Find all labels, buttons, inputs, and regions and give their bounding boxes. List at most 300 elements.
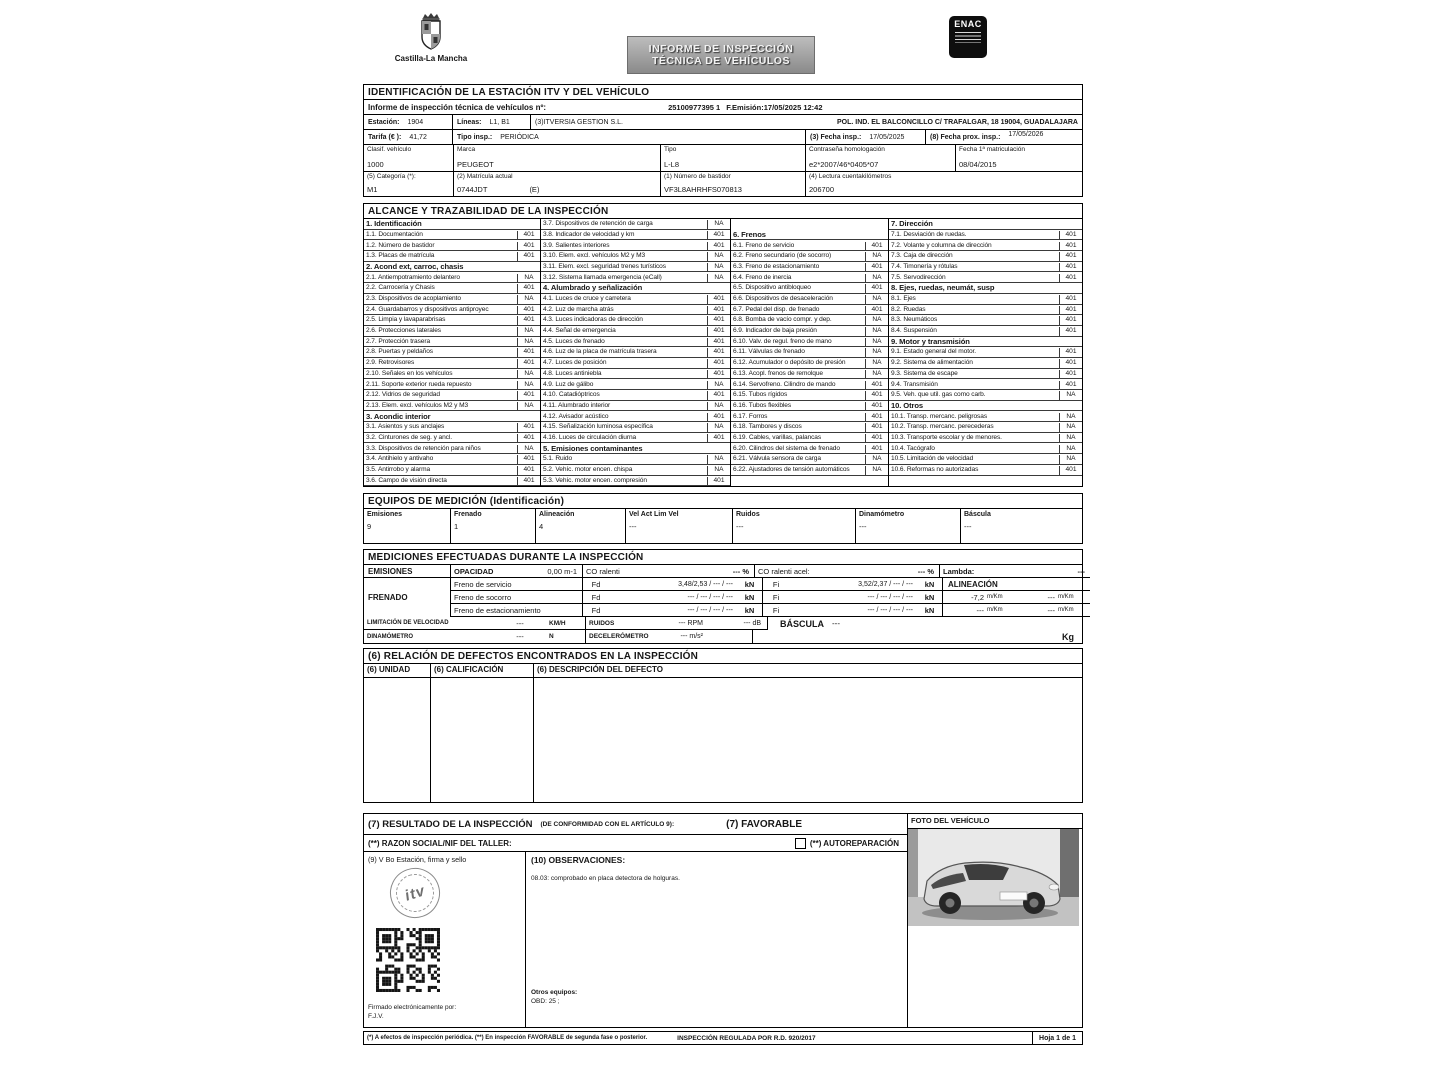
mediciones-fi_label: Fi (772, 579, 780, 589)
inspection-section-header (889, 337, 1082, 348)
static-element (428, 989, 431, 992)
inspection-item-code: NA (865, 348, 888, 358)
static-element (413, 943, 416, 946)
document-sheet (363, 8, 1083, 1045)
inspection-item-code: 401 (865, 413, 888, 423)
static-element (376, 968, 379, 971)
other-equipment-value: OBD: 25 ; (531, 998, 560, 1006)
inspection-item-code: NA (865, 359, 888, 369)
static-element (400, 953, 403, 956)
dynamometer-value: --- (516, 632, 524, 642)
first-registration-value: 08/04/2015 (959, 160, 997, 169)
mediciones-bascula_label: BÁSCULA (780, 618, 824, 629)
inspection-item-code: 401 (517, 391, 540, 401)
static-element (379, 946, 382, 949)
inspection-item-code: 401 (517, 434, 540, 444)
defectos-section (363, 648, 1083, 803)
inspection-item (364, 379, 540, 390)
mediciones-limitacion_label: LIMITACIÓN DE VELOCIDAD (367, 620, 449, 627)
inspection-item (541, 465, 730, 476)
inspection-item (731, 283, 888, 294)
inspection-item (731, 305, 888, 316)
mediciones-title: MEDICIONES EFECTUADAS DURANTE LA INSPECCIÓN (364, 550, 1082, 565)
inspection-item (364, 465, 540, 476)
vehicle-photo-image (908, 829, 1079, 926)
enac-logo (949, 16, 987, 58)
inspection-item-code: 401 (707, 434, 730, 444)
page-indicator: Hoja 1 de 1 (1032, 1032, 1082, 1044)
inspection-item-label: 5.3. Vehíc. motor encen. compresión (541, 477, 707, 487)
inspection-item-label: 8.2. Ruedas (889, 306, 1059, 316)
resultado-firmado_label: Firmado electrónicamente por: (368, 1004, 457, 1012)
static-element (406, 968, 409, 971)
secondary-brake-fd: --- / --- / --- / --- (687, 593, 733, 601)
inspection-item (364, 358, 540, 369)
static-element (434, 965, 437, 968)
static-element (434, 986, 437, 989)
inspection-item (731, 337, 888, 348)
static-element (419, 959, 422, 962)
mediciones-kn_label: kN (737, 604, 763, 616)
inspection-item-label: 4. Alumbrado y señalización (541, 284, 707, 294)
inspection-item-code: 401 (1059, 316, 1082, 326)
static-element (382, 928, 385, 931)
static-element (394, 983, 397, 986)
inspection-item-label: 10.5. Limitación de velocidad (889, 455, 1059, 465)
static-element (422, 974, 425, 977)
static-element (419, 968, 422, 971)
inspection-item-label: 4.2. Luz de marcha atrás (541, 306, 707, 316)
inspection-item (541, 401, 730, 412)
document-footer (363, 1031, 1083, 1045)
inspection-item-label: 10.3. Transporte escolar y de menores. (889, 434, 1059, 444)
inspection-item (541, 272, 730, 283)
mediciones-alineacion-rows-1-u2: m/Km (1058, 607, 1074, 614)
mediciones-freno_rows-0-label: Freno de servicio (451, 578, 583, 590)
emissions-row-label: EMISIONES (364, 565, 450, 578)
noise-rpm-value: --- RPM (678, 619, 703, 627)
qr-code (376, 928, 440, 992)
static-element (406, 989, 409, 992)
inspection-item (731, 219, 888, 230)
station-cell (364, 115, 453, 129)
inspection-item (364, 326, 540, 337)
static-element (376, 974, 379, 977)
identificacion-clasif_label: Clasif. vehículo (367, 146, 412, 153)
inspection-item-code: 401 (1059, 327, 1082, 337)
static-element (422, 928, 425, 931)
static-element (376, 959, 379, 962)
inspection-item (731, 326, 888, 337)
static-element (388, 953, 391, 956)
mediciones-section (363, 549, 1083, 644)
castilla-la-mancha-crest-icon (417, 12, 445, 52)
static-element (394, 953, 397, 956)
inspection-item-code: 401 (1059, 252, 1082, 262)
static-element (413, 928, 416, 931)
inspection-item-label: 4.5. Luces de frenado (541, 338, 707, 348)
static-element (428, 946, 431, 949)
static-element (379, 953, 382, 956)
tariff-row (364, 130, 1082, 145)
inspection-item (541, 251, 730, 262)
inspection-item (364, 337, 540, 348)
static-element (416, 953, 419, 956)
first-registration-cell (956, 145, 1082, 171)
inspection-item-code: 401 (707, 359, 730, 369)
inspection-item-code: NA (865, 274, 888, 284)
inspection-item-code: NA (865, 466, 888, 476)
lambda-value: --- (1077, 566, 1085, 576)
resultado-otros_label: Otros equipos: (531, 989, 578, 997)
static-element (400, 931, 403, 934)
inspection-item-label: 6.13. Acopl. frenos de remolque (731, 370, 865, 380)
identificacion-tarifa_label: Tarifa (€ ): (368, 133, 402, 141)
inspection-item (731, 347, 888, 358)
static-element (376, 934, 379, 937)
category-cell (364, 172, 454, 196)
static-element (394, 974, 397, 977)
inspection-item-code: 401 (865, 284, 888, 294)
alcance-column-2 (541, 219, 731, 486)
itv-stamp-ring (391, 869, 439, 917)
identificacion-fecha_prox_label: (8) Fecha prox. insp.: (930, 133, 1001, 141)
inspection-item (541, 358, 730, 369)
inspection-item-code: NA (865, 327, 888, 337)
defect-description-header: (6) DESCRIPCIÓN DEL DEFECTO (537, 665, 663, 675)
signature-observations-row (364, 852, 907, 1027)
equipo-label: Báscula (964, 511, 991, 519)
static-element (394, 977, 397, 980)
inspection-item (541, 411, 730, 422)
mediciones-ruidos_label: RUIDOS (589, 619, 615, 627)
static-element (388, 980, 391, 983)
autoreparacion-label: (**) AUTOREPARACIÓN (809, 838, 899, 848)
inspection-item-code: NA (517, 295, 540, 305)
inspection-item (889, 326, 1082, 337)
static-element (394, 971, 397, 974)
static-element (394, 959, 397, 962)
inspection-item-code: NA (865, 252, 888, 262)
static-element (413, 956, 416, 959)
static-element (413, 934, 416, 937)
identificacion-categoria_label: (5) Categoría (*): (367, 173, 416, 180)
mediciones-dinamometro_unit: N (549, 633, 554, 641)
static-element (376, 983, 379, 986)
service-brake-fd: 3,48/2,53 / --- / --- (678, 580, 733, 588)
inspection-item-code: NA (707, 402, 730, 412)
signature-title: (9) V Bo Estación, firma y sello (368, 855, 467, 865)
inspection-item (364, 272, 540, 283)
tariff-value: 41,72 (409, 133, 427, 141)
static-element (400, 934, 403, 937)
inspection-item-code: NA (1059, 455, 1082, 465)
static-element (434, 37, 438, 43)
footer-regulation: INSPECCIÓN REGULADA POR R.D. 920/2017 (677, 1034, 816, 1042)
inspection-item (541, 379, 730, 390)
static-element (1000, 892, 1027, 900)
static-element (428, 986, 431, 989)
alcance-section (363, 203, 1083, 487)
co-idle-value: --- % (732, 566, 749, 576)
static-element (437, 989, 440, 992)
static-element (434, 971, 437, 974)
decelerometer-value: --- m/s² (680, 633, 703, 641)
static-element (416, 931, 419, 934)
inspection-item-label: 9. Motor y transmisión (889, 338, 1059, 348)
inspection-section-header (889, 219, 1082, 230)
static-element (410, 934, 413, 937)
inspection-item-label: 3. Acondic interior (364, 413, 517, 423)
static-element (437, 943, 440, 946)
inspection-item-label: 6.6. Dispositivos de desaceleración (731, 295, 865, 305)
static-element (397, 968, 400, 971)
inspection-item-label: 4.12. Avisador acústico (541, 413, 707, 423)
inspection-item (541, 240, 730, 251)
resultado-section (363, 813, 1083, 1028)
inspection-item-label: 8. Ejes, ruedas, neumát, susp (889, 284, 1059, 294)
static-element (385, 950, 388, 953)
static-element (413, 986, 416, 989)
static-element (382, 940, 385, 943)
static-element (413, 950, 416, 953)
identificacion-section (363, 84, 1083, 197)
make-cell (454, 145, 661, 171)
static-element (397, 950, 400, 953)
observations-text: 08.03: comprobado en placa detectora de holguras. (531, 875, 680, 883)
equipo-value: --- (859, 522, 867, 532)
noise-db-value: --- dB (743, 619, 761, 627)
lines-cell (453, 115, 531, 129)
static-element (391, 950, 394, 953)
inspection-item (541, 305, 730, 316)
static-element (376, 989, 379, 992)
equipo-value: 9 (367, 522, 372, 532)
inspection-item-code: NA (707, 381, 730, 391)
alcance-columns (364, 219, 1082, 486)
static-element (388, 989, 391, 992)
inspection-date-cell (806, 130, 926, 144)
static-element (419, 940, 422, 943)
inspection-section-header (731, 230, 888, 241)
vehicle-photo-title: FOTO DEL VEHÍCULO (908, 814, 1082, 829)
inspection-item (364, 283, 540, 294)
inspection-item (889, 358, 1082, 369)
inspection-section-header (364, 219, 540, 230)
alcance-column-4 (889, 219, 1082, 486)
inspection-item-code: NA (517, 338, 540, 348)
static-element (428, 940, 431, 943)
inspection-item-label: 3.9. Salientes interiores (541, 242, 707, 252)
inspection-item-code: 401 (1059, 295, 1082, 305)
type-value: L-L8 (664, 160, 680, 169)
mediciones-freno_rows-2-label: Freno de estacionamiento (451, 604, 583, 616)
static-element (385, 928, 388, 931)
static-element (388, 971, 391, 974)
vin-value: VF3L8AHRHFS070813 (664, 185, 742, 194)
alignment-row-1 (943, 591, 1090, 603)
static-element (422, 953, 425, 956)
inspection-item-label: 3.11. Elem. excl. seguridad trenes turísticos (541, 263, 707, 273)
inspection-item-label: 4.10. Catadióptricos (541, 391, 707, 401)
static-element (428, 937, 431, 940)
defect-rating-column (431, 678, 534, 802)
speed-limiter-row (364, 617, 1082, 630)
next-inspection-value: 17/05/2026 (1008, 130, 1044, 138)
operator-name: (3)ITVERSIA GESTION S.L. (535, 118, 623, 126)
scale-cell (768, 617, 1082, 630)
static-element (419, 934, 422, 937)
mediciones-fi_label: Fi (772, 605, 780, 615)
vehicle-data-row-2 (364, 172, 1082, 196)
static-element (376, 971, 379, 974)
static-element (400, 937, 403, 940)
static-element (400, 959, 403, 962)
static-element (423, 13, 439, 18)
report-number-row (364, 100, 1082, 115)
static-element (376, 986, 379, 989)
static-element (410, 977, 413, 980)
inspection-item-label: 8.3. Neumáticos (889, 316, 1059, 326)
static-element (434, 928, 437, 931)
inspection-item-label: 9.5. Veh. que util. gas como carb. (889, 391, 1059, 401)
scale-unit-cell (753, 630, 1082, 643)
static-element (416, 974, 419, 977)
static-element (964, 864, 1009, 880)
static-element (388, 940, 391, 943)
inspection-item (731, 433, 888, 444)
static-element (385, 977, 388, 980)
inspection-item-label: 10.4. Tacógrafo (889, 445, 1059, 455)
inspection-item-label: 7.3. Caja de dirección (889, 252, 1059, 262)
inspection-item-code: 401 (865, 306, 888, 316)
equipo-label: Frenado (454, 511, 482, 519)
static-element (419, 989, 422, 992)
defect-unit-header: (6) UNIDAD (364, 664, 431, 677)
static-element (385, 965, 388, 968)
static-element (416, 959, 419, 962)
identificacion-fecha1mat_label: Fecha 1ª matriculación (959, 146, 1025, 153)
identificacion-lectura_label: (4) Lectura cuentakilómetros (809, 173, 892, 180)
inspection-item-code: 401 (707, 348, 730, 358)
inspection-item (731, 251, 888, 262)
static-element (385, 968, 388, 971)
inspection-item (541, 315, 730, 326)
inspection-item-code: 401 (707, 413, 730, 423)
inspection-item-label: 6.22. Ajustadores de tensión automáticos (731, 466, 865, 476)
inspection-item-label: 6.2. Freno secundario (de socorro) (731, 252, 865, 262)
inspection-item-code: NA (1059, 413, 1082, 423)
identificacion-contrasena_label: Contraseña homologación (809, 146, 885, 153)
static-element (410, 953, 413, 956)
resultado-value: (7) FAVORABLE (726, 818, 803, 830)
mediciones-alineacion-rows-0-v2: --- (1047, 592, 1055, 602)
static-element (431, 928, 434, 931)
vehicle-class-cell (364, 145, 454, 171)
equipo-value: --- (629, 522, 637, 532)
resultado-row (364, 814, 907, 835)
inspection-item (889, 369, 1082, 380)
inspection-item-code: 401 (865, 445, 888, 455)
inspection-item (889, 240, 1082, 251)
signer-initials: F.J.V. (368, 1013, 384, 1021)
static-element (431, 953, 434, 956)
inspection-item-code: 401 (1059, 231, 1082, 241)
inspection-item-label: 5. Emisiones contaminantes (541, 445, 707, 455)
plate-cell (454, 172, 661, 196)
inspection-item (364, 369, 540, 380)
static-element (379, 971, 382, 974)
static-element (376, 977, 379, 980)
inspection-item (731, 240, 888, 251)
mediciones-fd_label: Fd (591, 579, 601, 589)
static-element (376, 946, 379, 949)
report-number-value: 25100977395 1 (668, 102, 721, 112)
parking-brake-row (451, 604, 1090, 617)
identificacion-fecha_insp_label: (3) Fecha insp.: (810, 133, 862, 141)
static-element (410, 956, 413, 959)
inspection-item (364, 390, 540, 401)
inspection-item-code: NA (707, 252, 730, 262)
inspection-item-code: NA (865, 338, 888, 348)
inspection-item-label: 4.15. Señalización luminosa específica (541, 423, 707, 433)
identificacion-bastidor_label: (1) Número de bastidor (664, 173, 731, 180)
inspection-item-code: 401 (517, 477, 540, 487)
inspection-item (541, 230, 730, 241)
plate-value (457, 185, 657, 195)
static-element (397, 928, 400, 931)
static-element (946, 899, 955, 908)
inspection-item-code: NA (1059, 423, 1082, 433)
report-number-label: Informe de inspección técnica de vehículos nº: (368, 102, 547, 112)
inspection-item-code: NA (865, 370, 888, 380)
static-element (394, 986, 397, 989)
make-value: PEUGEOT (457, 160, 494, 169)
inspection-item-label: 9.3. Sistema de escape (889, 370, 1059, 380)
inspection-item-code: 401 (707, 295, 730, 305)
inspection-item-label: 2.4. Guardabarros y dispositivos antiproyec (364, 306, 517, 316)
static-element (419, 980, 422, 983)
inspection-item (364, 315, 540, 326)
static-element (376, 943, 379, 946)
inspection-item-label: 5.2. Vehíc. motor encen. chispa (541, 466, 707, 476)
static-element (437, 959, 440, 962)
braking-row-label: FRENADO (368, 593, 408, 603)
inspection-item-label: 4.11. Alumbrado interior (541, 402, 707, 412)
inspection-item-label: 2.5. Limpia y lavaparabrisas (364, 316, 517, 326)
inspection-item-label: 6.4. Freno de inercia (731, 274, 865, 284)
static-element (419, 950, 422, 953)
inspection-item-label: 6.19. Cables, varillas, palancas (731, 434, 865, 444)
inspection-item-code: 401 (517, 348, 540, 358)
static-element (425, 937, 428, 940)
inspection-item-label: 6.17. Forros (731, 413, 865, 423)
speed-limiter-value: --- (516, 618, 524, 628)
inspection-item-label: 6.14. Servofreno. Cilindro de mando (731, 381, 865, 391)
inspection-item-label: 3.4. Antihielo y antivaho (364, 455, 517, 465)
static-element (413, 965, 416, 968)
equipo-value: 4 (539, 522, 544, 532)
static-element (388, 934, 391, 937)
static-element (413, 977, 416, 980)
static-element (400, 974, 403, 977)
static-element (382, 937, 385, 940)
static-element (397, 980, 400, 983)
static-element (397, 989, 400, 992)
inspection-item-label: 6. Frenos (731, 231, 865, 241)
static-element (422, 959, 425, 962)
inspection-date-value: 17/05/2025 (869, 133, 905, 141)
